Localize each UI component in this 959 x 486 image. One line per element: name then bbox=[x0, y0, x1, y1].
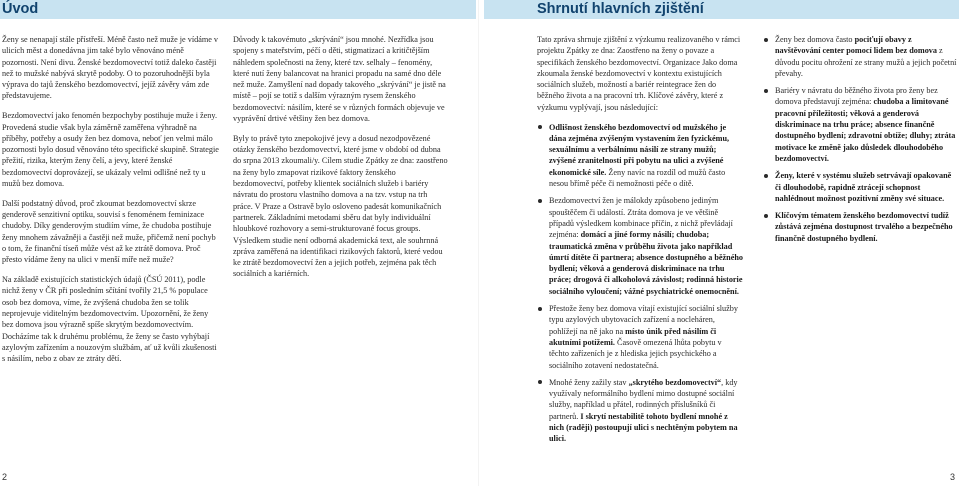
intro-paragraph: Tato zpráva shrnuje zjištění z výzkumu realizovaného v rámci projektu Zpátky ze dna: Zaostřeno na ženy o povaze a specifikách ženského bezdomovectví. Organizace Jako doma zkoumala ženské bezdomovectví v kontextu existujících sociálních služeb, možností a bariér reintegrace žen do běžného života a na pracovní trh. Klíčové závěry, které z výzkumu vyplývají, jsou následující: bbox=[537, 35, 741, 112]
list-item bbox=[537, 195, 743, 297]
bold-text: domácí a jiné formy násilí; chudoba; traumatická změna v průběhu života jako například úmrtí dítěte či partnera; absence dostupného a běžného bydlení; věková a genderová diskriminace na trhu práce; drogová či alkoholová závislost; rodinná historie sociálního vyloučení; vážné psychiatrické onemocnění. bbox=[549, 230, 743, 296]
bullet-icon bbox=[538, 125, 542, 129]
bullet-icon bbox=[538, 307, 542, 311]
page-number-right: 3 bbox=[950, 472, 956, 482]
text: Mnohé ženy zažily stav bbox=[549, 377, 629, 387]
list-item bbox=[537, 303, 743, 371]
findings-list bbox=[537, 122, 743, 445]
paragraph: Ženy se nenapají stále přístřeší. Méně často než muže je vídáme v ulicích měst a donedávna jim také bylo věnováno méně pozornosti. Není divu. Ženské bezdomovectví totiž daleko častěji než to mužské nabývá skrytě podoby. O to pozoruhodnější byla výprava do tajů ženského bezdomovectví, jejíž závěry vám zde představujeme. bbox=[2, 35, 218, 101]
page-number-left: 2 bbox=[2, 472, 8, 482]
findings-list bbox=[763, 34, 959, 244]
bold-text: pociťují obavy z navštěvování center pomocí lidem bez domova bbox=[775, 35, 937, 56]
paragraph: Bezdomovectví jako fenomén bezpochyby postihuje muže i ženy. Provedená studie však byla záměrně zaměřena výhradně na příběhy, potřeby a osudy žen bez domova, neboť jen velmi málo pozornosti bylo dosud věnováno této specifické skupině. Strategie přežití, rizika, kterým ženy čelí, a jevy, které ženské bezdomovectví doprovázejí, se ukázaly velmi odlišné než ty u mužů bez domova. bbox=[2, 111, 219, 189]
bold-text: I skrytí nestabilitě tohoto bydlení mnohé z nich (raději) postoupují ulici s nechtěným pobytem na ulici. bbox=[549, 411, 738, 444]
bullet-icon bbox=[764, 174, 768, 178]
left-heading-band bbox=[0, 0, 476, 19]
right-page-heading: Shrnutí hlavních zjištění bbox=[537, 1, 704, 17]
list-item bbox=[763, 34, 959, 79]
text: Časově omezená lhůta pobytu v těchto zařízeních je z hlediska jejich psychického a sociálního zotavení nedostatečná. bbox=[549, 337, 722, 370]
left-page-heading: Úvod bbox=[2, 1, 39, 17]
left-column-2 bbox=[233, 34, 448, 288]
list-item bbox=[763, 170, 959, 204]
bullet-icon bbox=[764, 214, 768, 218]
bullet-icon bbox=[764, 89, 768, 93]
right-column-2 bbox=[763, 34, 959, 250]
bold-text: Klíčovým tématem ženského bezdomovectví tudíž zůstává zejména dostupnost trvalého a bezpečného finančně dostupného bydlení. bbox=[775, 211, 953, 243]
paragraph: Byly to právě tyto znepokojivé jevy a dosud nezodpovězené otázky ženského bezdomovectví, které jsme v období od dubna do srpna 2013 zkoumali/y. Cílem studie Zpátky ze dna: zaostřeno na ženy bylo zmapovat rizikové faktory ženského bezdomovectví, potřeby klientek sociálních služeb i bariéry návratu do prostoru vlastního domova a na tzv. vstup na trh práce. V Praze a Ostravě bylo osloveno padesát komunikačních partnerek. Základními metodami sběru dat byly individuální hloubkové rozhovory a semi-strukturované focus groups. Výsledkem studie není odborná akademická text, ale souhrnná zpráva zaměřená na identifikaci rizikových faktorů, které vedou ke ztrátě bezdomovectví žen a jejich potřeb, zejména pak těch sociálních a kariérních. bbox=[233, 133, 448, 279]
list-item bbox=[763, 85, 959, 164]
list-item bbox=[763, 210, 959, 244]
bold-text: místo únik před násilím či akutními potížemi. bbox=[549, 326, 717, 347]
left-column-1 bbox=[2, 34, 219, 373]
right-column-1 bbox=[537, 34, 743, 451]
paragraph: Další podstatný důvod, proč zkoumat bezdomovectví skrze genderově senzitivní optiku, souvisí s fenoménem feminizace chudoby. Díky genderovým studiím víme, že chudoba postihuje ženy mnohem závažněji a častěji než muže, přičemž není pochyb o tom, že finanční tíseň může vést až ke ztrátě domova. Proč přesto vídáme ženy na ulici v menší míře než muže? bbox=[2, 198, 216, 265]
bold-text: „skrytého bezdomovectví“ bbox=[628, 377, 722, 387]
text: , kdy využívaly neformálního bydlení mimo dostupné sociální služby, například u přátel, rodinných příslušníků či partnerů. bbox=[549, 377, 738, 421]
bullet-icon bbox=[538, 199, 542, 203]
paragraph: Na základě existujících statistických údajů (ČSÚ 2011), podle nichž ženy v ČR při posledním sčítání tvořily 21,5 % populace osob bez domova, víme, že zvýšená chudoba žen se tolik neprojevuje viditelným bezdomovectvím. Upozornění, že ženy bez domova jsou výrazně spíše skrytým bezdomovectvím. Docházíme tak k druhému problému, že ženy se často vyhýbají azylovým zařízením a nouzovým službám, ať už kvůli zkušenosti s násilím, nebo z obav ze ztráty dětí. bbox=[2, 275, 217, 364]
bullet-icon bbox=[764, 38, 768, 42]
text: Přestože ženy bez domova vítají existující sociální služby typu azylových ubytovacích zařízení a nocleháren, pohlížejí na ně jako na bbox=[549, 304, 738, 336]
page-gutter bbox=[478, 0, 479, 486]
text: z důvodu pocitu ohrožení ze strany mužů a jejich početní převahy. bbox=[775, 46, 957, 78]
text: Ženy bez domova často bbox=[775, 35, 855, 44]
list-item bbox=[537, 122, 743, 190]
paragraph: Důvody k takovémuto „skrývání“ jsou mnohé. Nezřídka jsou spojeny s mateřstvím, péčí o děti, stigmatizací a kritičtějším náhledem společnosti na ženy, které tzv. selhaly – fenomény, které nutí ženy balancovat na hranici propadu na samé dno déle než muže. Zamyšlení nad dopady takového „skrývání“ je jistě na místě – pojí se totiž s dalším výrazným rysem ženského bezdomovectví: násilím, které se v různých formách objevuje ve vyprávění drtivé většiny žen bez domova. bbox=[233, 35, 446, 124]
bold-text: chudoba a limitované pracovní příležitosti; věková a genderová diskriminace na trhu práce; absence finančně dostupného bydlení; zdravotní obtíže; dluhy; ztráta motivace ke změně jako důsledek dlouhodobého bezdomovectví. bbox=[775, 97, 956, 163]
bold-text: Odlišnost ženského bezdomovectví od mužského je dána zejména zvýšeným vystavením žen fyzickému, sexuálnímu a verbálnímu násilí ze strany mužů; zvýšené zranitelnosti při pobytu na ulici a zvýšené ekonomické síle. bbox=[549, 122, 730, 177]
bullet-icon bbox=[538, 380, 542, 384]
text: Ženy navíc na rozdíl od mužů často nesou břímě péče či nemožnosti péče o dítě. bbox=[549, 167, 726, 189]
bold-text: Ženy, které v systému služeb setrvávají opakovaně či dlouhodobě, rapidně ztrácejí schopnost nahlédnout možnost pozitivní změny své situace. bbox=[775, 171, 952, 203]
list-item bbox=[537, 377, 743, 445]
text: Bariéry v návratu do běžného života pro ženy bez domova představují zejména: bbox=[775, 86, 938, 107]
text: Bezdomovectví žen je málokdy způsobeno jediným spouštěčem či událostí. Ztráta domova je ve většině případů výsledkem kombinace příčin, z nichž převládají zejména: bbox=[549, 196, 733, 240]
